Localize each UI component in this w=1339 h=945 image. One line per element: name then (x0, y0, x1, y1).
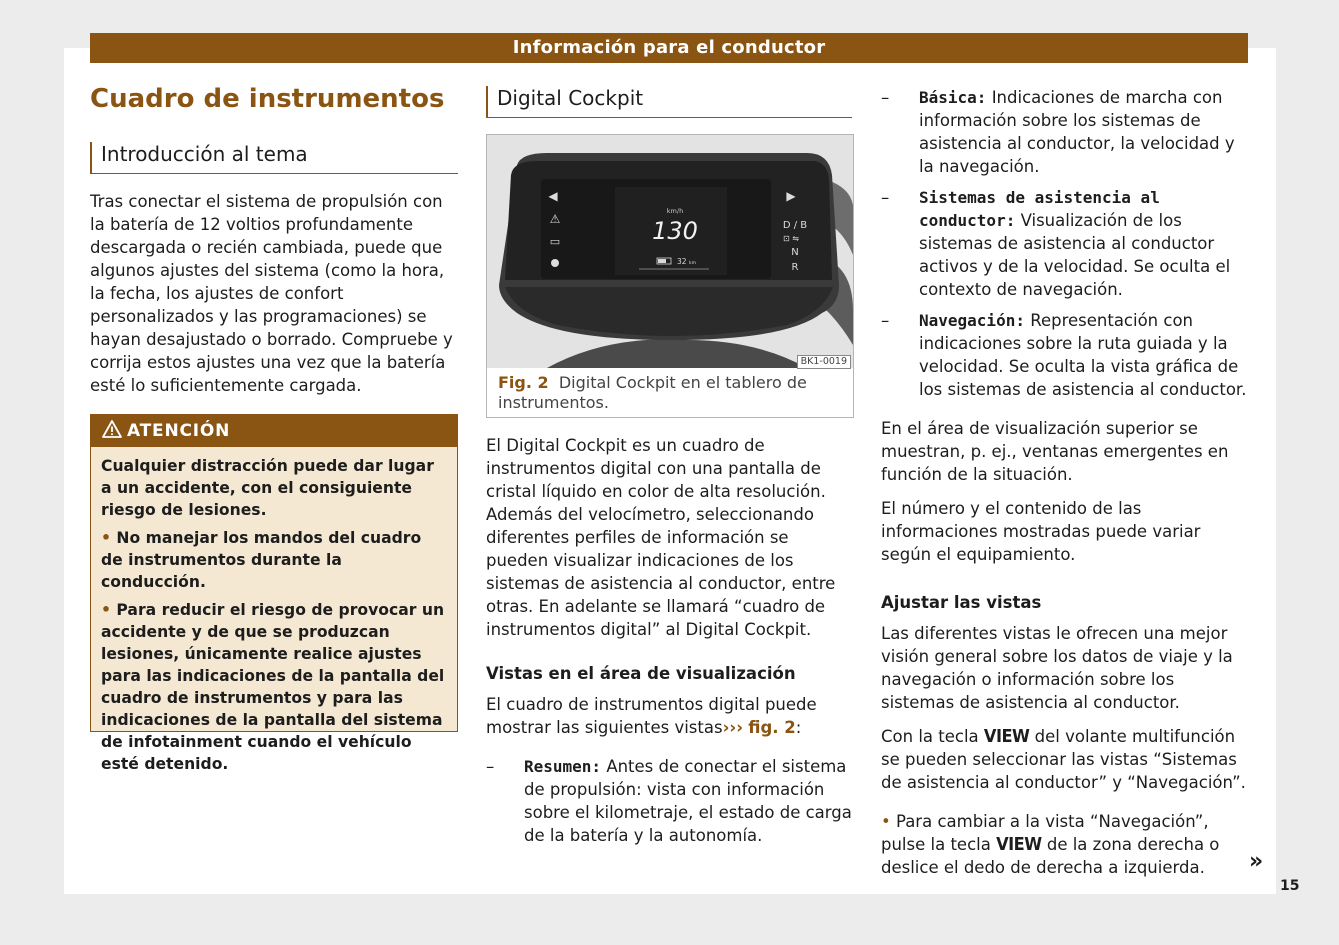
cockpit-paragraph: El Digital Cockpit es un cuadro de instrumentos digital con una pantalla de cristal líquido en color de alta resolución. Además del velocímetro, seleccionando diferentes perfiles de información se pueden visualizar indicaciones de los sistemas de asistencia al conductor, entre otras. En adelante se llamará “cuadro de instrumentos digital” al Digital Cockpit. (486, 436, 836, 639)
page-number: 15 (1280, 878, 1300, 894)
range-unit: km (689, 261, 696, 266)
section-title-cockpit: Digital Cockpit (486, 86, 852, 118)
gear-n: N (791, 247, 799, 258)
view-name: Básica: (919, 88, 987, 107)
warning-triangle-icon (101, 419, 123, 439)
views-heading: Vistas en el área de visualización (486, 664, 796, 683)
figure-label: Fig. 2 (498, 373, 549, 392)
warning-item: • No manejar los mandos del cuadro de instrumentos durante la conducción. (101, 529, 422, 591)
view-key-label: VIEW (983, 726, 1030, 747)
status-dot-icon (551, 259, 559, 267)
view-item-resumen: – Resumen: Antes de conectar el sistema de propulsión: vista con información sobre el kilometraje, el estado de carga de la batería y la autonomía. (486, 757, 852, 845)
warning-box (90, 414, 458, 773)
intro-paragraph: Tras conectar el sistema de propulsión con la batería de 12 voltios profundamente descargada o recién cambiada, puede que algunos ajustes del sistema (como la hora, la fecha, los ajustes de confort personalizados y las programaciones) se hayan desajustado o borrado. Compruebe y corrija estos ajustes una vez que la batería esté lo suficientemente cargada. (90, 192, 453, 395)
speed-unit: km/h (666, 207, 684, 215)
equipment-paragraph: El número y el contenido de las informaciones mostradas puede variar según el equipamiento. (881, 499, 1201, 564)
intro-text-block (90, 190, 458, 397)
figure-code: BK1-0019 (797, 355, 851, 369)
chapter-title: Cuadro de instrumentos (90, 84, 445, 114)
adjust-heading: Ajustar las vistas (881, 593, 1042, 612)
warning-light-icon: ⚠ (549, 212, 561, 226)
continue-arrow-icon: » (1249, 849, 1264, 874)
battery-light-icon: ▭ (549, 235, 561, 248)
warning-body (91, 447, 457, 775)
turn-right-icon: ▶ (786, 189, 796, 203)
views-intro: El cuadro de instrumentos digital puede mostrar las siguientes vistas››› fig. 2: (486, 695, 817, 737)
figure-reference-link[interactable]: fig. 2 (748, 718, 796, 737)
bullet-icon: • (881, 812, 891, 831)
view-name: Resumen: (524, 757, 602, 776)
figure-2 (486, 134, 854, 418)
view-item-navegacion: – Navegación: Representación con indicaciones sobre la ruta guiada y la velocidad. Se oculta la vista gráfica de los sistemas de asistencia al conductor. (881, 311, 1247, 399)
gear-db: D / B (782, 220, 808, 231)
instruction-paragraph: • Para cambiar a la vista “Navegación”, pulse la tecla VIEW de la zona derecha o deslice el dedo de derecha a izquierda. (881, 812, 1220, 877)
range-value: 32 (677, 257, 687, 266)
turn-left-icon: ◀ (548, 189, 558, 203)
adjust-paragraph: Las diferentes vistas le ofrecen una mejor visión general sobre los datos de viaje y la navegación o información sobre los sistemas de asistencia al conductor. (881, 624, 1233, 712)
warning-item: • Para reducir el riesgo de provocar un accidente y de que se produzcan lesiones, únicamente realice ajustes para las indicaciones de la pantalla del cuadro de instrumentos y para las indicaciones de la pantalla del sistema de infotainment cuando el vehículo esté detenido. (101, 601, 445, 773)
bullet-icon: • (101, 529, 111, 547)
popup-paragraph: En el área de visualización superior se muestran, p. ej., ventanas emergentes en función de la situación. (881, 419, 1229, 484)
figure-caption: Fig. 2 Digital Cockpit en el tablero de instrumentos. (498, 373, 807, 412)
speed-value: 130 (652, 217, 698, 245)
reference-arrows: ››› (722, 718, 743, 737)
warning-title: ATENCIÓN (127, 421, 231, 441)
view-key-label: VIEW (996, 834, 1042, 855)
regen-icon: ⊡ ⇋ (783, 234, 799, 243)
running-header: Información para el conductor (90, 33, 1248, 63)
view-name: Sistemas de asistencia al conductor: (919, 188, 1160, 230)
cockpit-text-block (486, 434, 854, 847)
column-three (881, 86, 1249, 879)
view-key-paragraph: Con la tecla VIEW del volante multifunción se pueden seleccionar las vistas “Sistemas de asistencia al conductor” y “Navegación”. (881, 726, 1246, 792)
warning-intro: Cualquier distracción puede dar lugar a un accidente, con el consiguiente riesgo de lesiones. (101, 457, 434, 519)
digital-cockpit-illustration (487, 135, 853, 368)
section-title-intro: Introducción al tema (90, 142, 458, 174)
bullet-icon: • (101, 601, 111, 619)
view-item-basica: – Básica: Indicaciones de marcha con información sobre los sistemas de asistencia al conductor, la velocidad y la navegación. (881, 88, 1235, 176)
warning-header (91, 415, 457, 447)
gear-r: R (791, 262, 799, 273)
view-name: Navegación: (919, 311, 1025, 330)
view-item-asistencia: – Sistemas de asistencia al conductor: Visualización de los sistemas de asistencia al conductor activos y de la velocidad. Se oculta el contexto de navegación. (881, 188, 1231, 299)
